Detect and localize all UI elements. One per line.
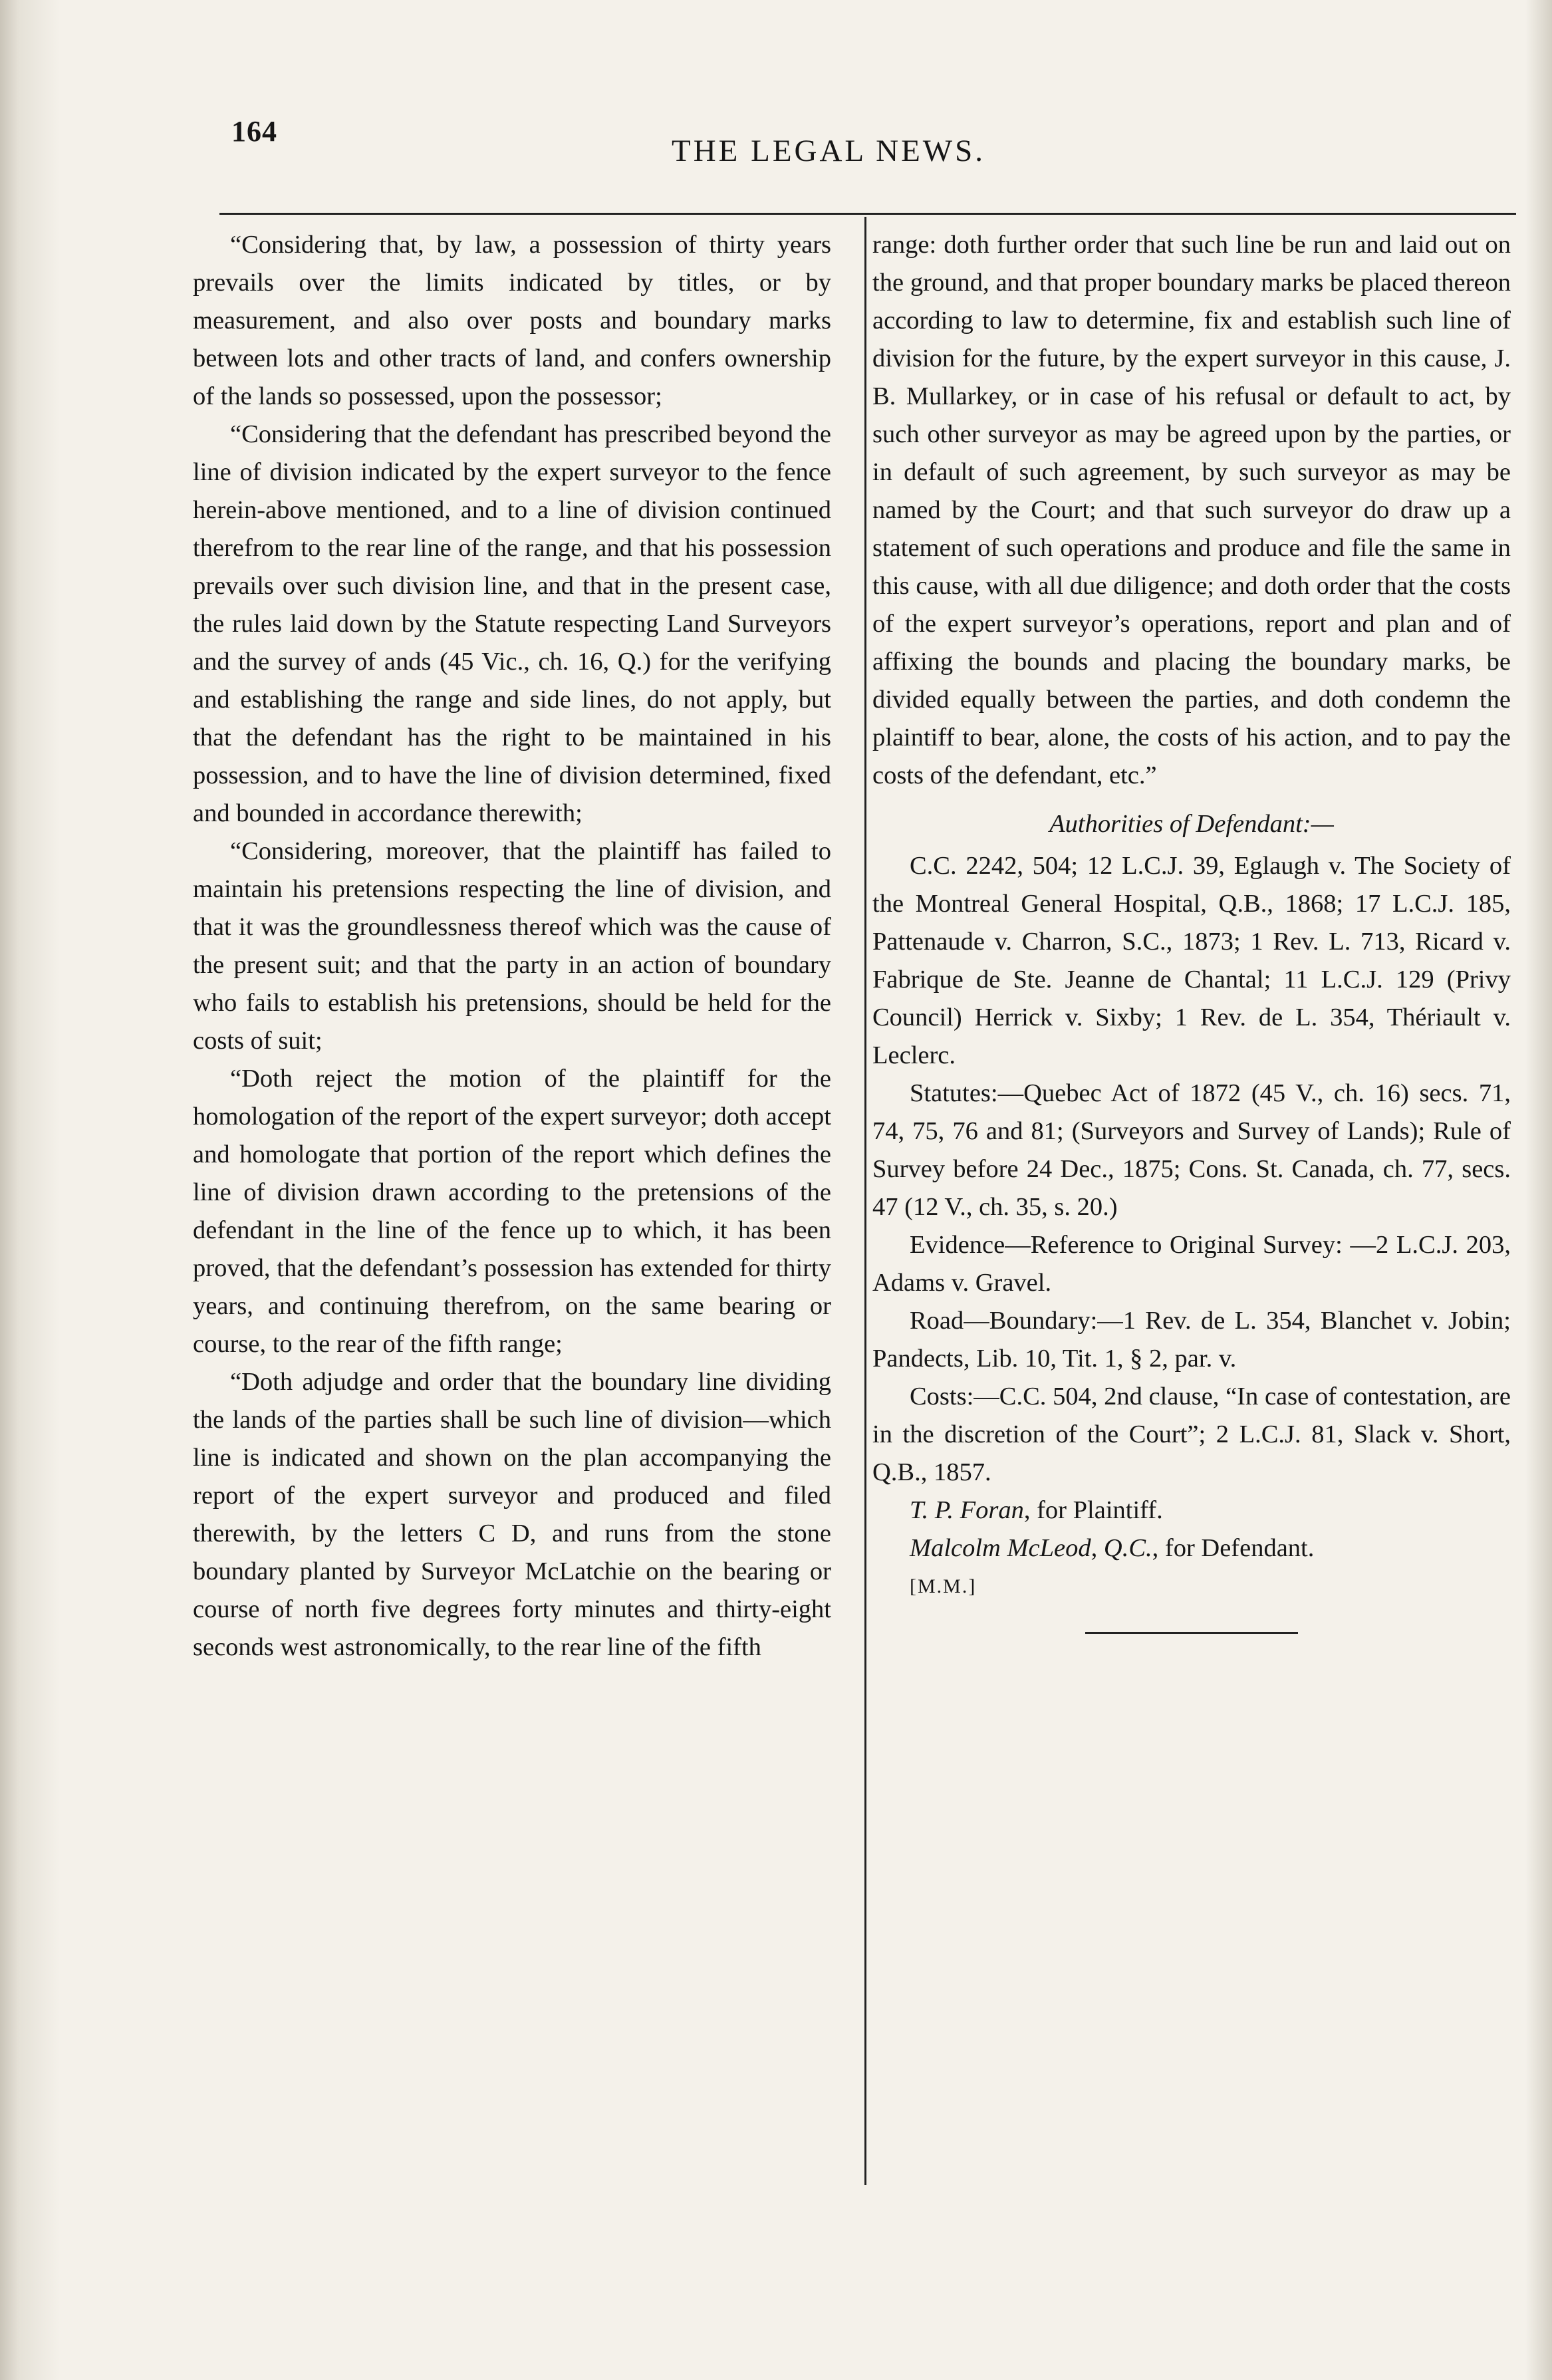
header-rule <box>219 213 1516 215</box>
authorities-citations: C.C. 2242, 504; 12 L.C.J. 39, Eglaugh v. The Society of the Montreal General Hospital, Q.B., 1868; 17 L.C.J. 185, Pattenaude v. Charron, S.C., 1873; 1 Rev. L. 713, Ricard v. Fabrique de Ste. Jeanne de Chantal; 11 L.C.J. 129 (Privy Council) Herrick v. Sixby; 1 Rev. de L. 354, Thériault v. Leclerc. <box>872 852 1511 1069</box>
scan-left-edge <box>0 0 60 2380</box>
paragraph-judgment-continuation: range: doth further order that such line be run and laid out on the ground, and that proper boundary marks be placed thereon according to law to determine, fix and establish such line of division for the future, by the expert surveyor in this cause, J. B. Mullarkey, or in case of his refusal or default to act, by such other surveyor as may be agreed upon by the parties, or in default of such agreement, by such surveyor as may be named by the Court; and that such surveyor do draw up a statement of such operations and produce and file the same in this cause, with all due diligence; and doth order that the costs of the expert surveyor’s operations, report and plan and of affixing the bounds and placing the boundary marks, be divided equally between the parties, and doth condemn the plaintiff to bear, alone, the costs of his action, and to pay the costs of the defendant, etc.” <box>872 231 1511 789</box>
counsel-defendant-role: , for Defendant. <box>1152 1534 1315 1562</box>
scan-right-edge <box>1525 0 1552 2380</box>
paragraph-considering-plaintiff-failed: “Considering, moreover, that the plaintiff has failed to maintain his pretensions respecting the line of division, and that it was the groundlessness thereof which was the cause of the present suit; and that the party in an action of boundary who fails to establish his pretensions, should be held for the costs of suit; <box>193 837 831 1055</box>
counsel-defendant <box>872 1529 1511 1567</box>
page-number: 164 <box>231 115 277 148</box>
statutes-citations: Statutes:—Quebec Act of 1872 (45 V., ch. 16) secs. 71, 74, 75, 76 and 81; (Surveyors and Survey of Lands); Rule of Survey before 24 Dec., 1875; Cons. St. Canada, ch. 77, secs. 47 (12 V., ch. 35, s. 20.) <box>872 1079 1511 1221</box>
left-column <box>193 226 831 1666</box>
authorities-heading: Authorities of Defendant:— <box>1049 810 1334 838</box>
counsel-plaintiff-name: T. P. Foran <box>910 1496 1024 1524</box>
end-rule <box>1085 1632 1298 1634</box>
road-boundary-citations: Road—Boundary:—1 Rev. de L. 354, Blanchet v. Jobin; Pandects, Lib. 10, Tit. 1, § 2, par. v. <box>872 1307 1511 1373</box>
counsel-plaintiff-role: , for Plaintiff. <box>1023 1496 1163 1524</box>
counsel-plaintiff <box>872 1492 1511 1529</box>
paragraph-doth-reject: “Doth reject the motion of the plaintiff for the homologation of the report of the expert surveyor; doth accept and homologate that portion of the report which defines the line of division drawn according to the pretensions of the defendant in the line of the fence up to which, it has been proved, that the defendant’s possession has extended for thirty years, and continuing therefrom, on the same bearing or course, to the rear of the fifth range; <box>193 1065 831 1358</box>
paragraph-doth-adjudge: “Doth adjudge and order that the boundary line dividing the lands of the parties shall be such line of division—which line is indicated and shown on the plan accompanying the report of the expert surveyor and produced and filed therewith, by the letters C D, and runs from the stone boundary planted by Surveyor McLatchie on the bearing or course of north five degrees forty minutes and thirty-eight seconds west astronomically, to the rear line of the fifth <box>193 1368 831 1661</box>
costs-citations: Costs:—C.C. 504, 2nd clause, “In case of contestation, are in the discretion of the Court”; 2 L.C.J. 81, Slack v. Short, Q.B., 1857. <box>872 1383 1511 1486</box>
paragraph-considering-prescribed: “Considering that the defendant has prescribed beyond the line of division indicated by the expert surveyor to the fence herein-above mentioned, and to a line of division continued therefrom to the rear line of the range, and that his possession prevails over such division line, and that in the present case, the rules laid down by the Statute respecting Land Surveyors and the survey of ands (45 Vic., ch. 16, Q.) for the verifying and establishing the range and side lines, do not apply, but that the defendant has the right to be maintained in his possession, and to have the line of division determined, fixed and bounded in accordance therewith; <box>193 420 831 827</box>
paragraph-considering-possession: “Considering that, by law, a possession of thirty years prevails over the limits indicated by titles, or by measurement, and also over posts and boundary marks between lots and other tracts of land, and confers ownership of the lands so possessed, upon the possessor; <box>193 231 831 410</box>
reporter-initials: [M.M.] <box>910 1575 977 1597</box>
counsel-defendant-name: Malcolm McLeod, Q.C. <box>910 1534 1152 1562</box>
evidence-citations: Evidence—Reference to Original Survey: —2 L.C.J. 203, Adams v. Gravel. <box>872 1231 1511 1297</box>
column-divider <box>864 217 866 2185</box>
right-column <box>872 226 1511 1634</box>
running-head: THE LEGAL NEWS. <box>672 134 986 168</box>
